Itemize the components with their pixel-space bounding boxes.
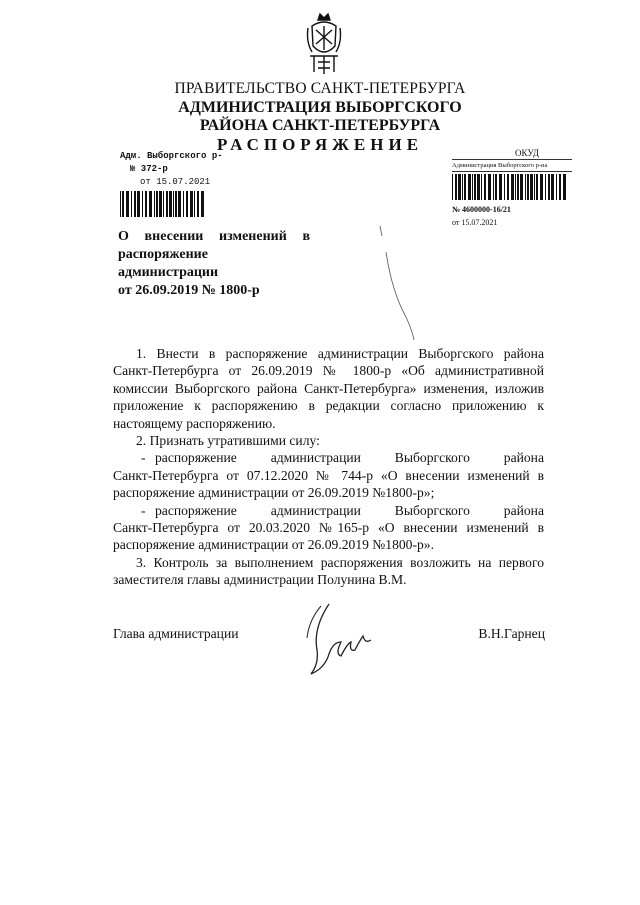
stamp-dept: Адм. Выборгского р-	[120, 151, 223, 161]
barcode-bar	[563, 174, 566, 200]
barcode-bar	[455, 174, 457, 200]
barcode-bar	[134, 191, 136, 217]
paragraph-3: 3. Контроль за выполнением распоряжения возложить на первого заместителя главы администрации Полунина В.М.	[113, 554, 544, 588]
barcode-bar	[551, 174, 554, 200]
document-subject	[118, 228, 310, 300]
barcode-bar	[515, 174, 516, 200]
registration-stamp-right	[452, 148, 572, 228]
repealed-item-1	[113, 449, 544, 466]
subject-line1: О внесении изменений в	[118, 229, 310, 244]
dash-marker: -	[141, 450, 146, 466]
subject-line2: распоряжение администрации	[118, 247, 219, 280]
paragraph-2: 2. Признать утратившими силу:	[136, 433, 320, 449]
barcode-bar	[131, 191, 132, 217]
barcode-bar	[488, 174, 491, 200]
barcode-bar	[186, 191, 188, 217]
barcode-bar	[122, 191, 124, 217]
barcode-bar	[458, 174, 461, 200]
barcode-bar	[137, 191, 140, 217]
stamp-date-right: от 15.07.2021	[452, 218, 498, 227]
barcode-bar	[530, 174, 533, 200]
barcode-bar	[194, 191, 195, 217]
barcode-bar	[190, 191, 193, 217]
barcode-bar	[525, 174, 526, 200]
barcode-bar	[142, 191, 143, 217]
barcode-bar	[154, 191, 155, 217]
government-heading: ПРАВИТЕЛЬСТВО САНКТ-ПЕТЕРБУРГА	[174, 80, 466, 97]
barcode-bar	[156, 191, 158, 217]
document-type-title: РАСПОРЯЖЕНИЕ	[216, 135, 424, 154]
barcode-bar	[520, 174, 523, 200]
barcode-bar	[507, 174, 509, 200]
barcode-bar	[474, 174, 476, 200]
barcode-bar	[166, 191, 168, 217]
barcode-bar	[197, 191, 199, 217]
administration-heading-line2: РАЙОНА САНКТ-ПЕТЕРБУРГА	[199, 117, 441, 134]
barcode-bar	[173, 191, 174, 217]
barcode-bar	[548, 174, 550, 200]
repealed-item-1-head: распоряжение администрации Выборгского района	[155, 450, 544, 466]
repealed-item-2-head: распоряжение администрации Выборгского района	[155, 502, 544, 518]
barcode-bar	[183, 191, 184, 217]
barcode-bar	[545, 174, 546, 200]
barcode-bar	[464, 174, 466, 200]
barcode-bar	[540, 174, 543, 200]
barcode-bar	[559, 174, 561, 200]
barcode-bar	[126, 191, 129, 217]
barcode-bar	[484, 174, 486, 200]
barcode-bar	[175, 191, 177, 217]
barcode-bar	[527, 174, 529, 200]
dash-marker: -	[141, 502, 146, 518]
barcode-bar	[472, 174, 473, 200]
barcode-bar	[163, 191, 164, 217]
barcode-bar	[499, 174, 502, 200]
barcode-bar	[534, 174, 535, 200]
subject-line3: от 26.09.2019 № 1800-р	[118, 283, 260, 298]
barcode-bar	[477, 174, 480, 200]
margin-pencil-line	[372, 222, 422, 342]
barcode-bar	[462, 174, 463, 200]
signatory-title: Глава администрации	[113, 626, 239, 641]
barcode-left	[120, 191, 230, 217]
signatory-name: В.Н.Гарнец	[478, 626, 545, 641]
stamp-org: Администрация Выборгского р-на	[452, 160, 572, 172]
barcode-bar	[493, 174, 494, 200]
stamp-date: от 15.07.2021	[140, 177, 211, 187]
barcode-bar	[468, 174, 471, 200]
barcode-bar	[159, 191, 162, 217]
barcode-bar	[495, 174, 497, 200]
repealed-item-2	[113, 502, 544, 519]
barcode-bar	[169, 191, 172, 217]
barcode-bar	[149, 191, 152, 217]
barcode-bar	[120, 191, 121, 217]
registration-stamp-left	[120, 150, 230, 219]
barcode-bar	[452, 174, 453, 200]
okud-label: ОКУД	[452, 148, 572, 160]
barcode-bar	[504, 174, 505, 200]
barcode-bar	[556, 174, 557, 200]
stamp-number: № 372-р	[130, 164, 168, 174]
barcode-bar	[145, 191, 147, 217]
repealed-item-1-rest: Санкт-Петербурга от 07.12.2020 № 744-р «О внесении изменений в распоряжение администрации от 26.09.2019 №1800-р»;	[113, 467, 544, 501]
coat-of-arms-icon	[304, 12, 344, 76]
barcode-bar	[201, 191, 204, 217]
administration-heading-line1: АДМИНИСТРАЦИЯ ВЫБОРГСКОГО	[178, 99, 462, 116]
barcode-bar	[511, 174, 514, 200]
paragraph-1: 1. Внести в распоряжение администрации Выборгского района Санкт-Петербурга от 26.09.2019 № 1800-р «Об административной комиссии Выборгского района Санкт-Петербурга» изменения, изложив приложение к распоряжению в редакции согласно приложению к настоящему распоряжению.	[113, 346, 544, 431]
barcode-bar	[536, 174, 538, 200]
repealed-item-2-rest: Санкт-Петербурга от 20.03.2020 №165-р «О внесении изменений в распоряжение администрации от 26.09.2019 №1800-р».	[113, 520, 544, 553]
barcode-bar	[178, 191, 181, 217]
barcode-bar	[481, 174, 482, 200]
stamp-number-right: № 4600000-16/21	[452, 205, 511, 214]
handwritten-signature-icon	[295, 598, 385, 680]
document-body	[113, 345, 544, 589]
barcode-right	[452, 174, 572, 200]
barcode-bar	[517, 174, 519, 200]
